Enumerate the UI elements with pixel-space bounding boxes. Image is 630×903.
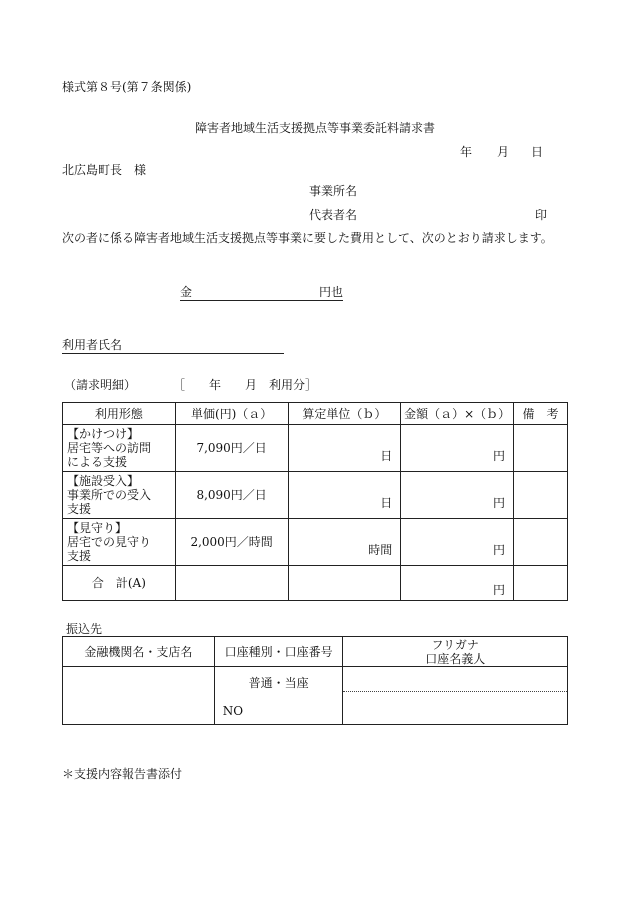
header-holder [343, 637, 568, 667]
header-unit-price: 単価(円)（ａ） [175, 403, 288, 425]
representative-label: 代表者名 [309, 208, 358, 222]
detail-label: （請求明細） [64, 378, 137, 392]
recipient: 北広島町長 様 [62, 163, 147, 177]
usage-type-line: 【施設受入】 [67, 474, 140, 488]
table-row [63, 425, 568, 472]
amount-cell [401, 519, 514, 566]
table-row [63, 472, 568, 519]
form-number: 様式第８号(第７条関係) [62, 80, 192, 94]
yen-text: 円 [493, 543, 506, 557]
user-name-line [62, 338, 284, 354]
usage-type-line: による支援 [67, 455, 128, 469]
total-empty-cell [175, 566, 288, 601]
amount-cell [401, 472, 514, 519]
total-yen-text: 円 [493, 583, 506, 597]
usage-type-cell [63, 472, 176, 519]
user-name-label: 利用者氏名 [62, 338, 123, 352]
calc-unit-cell [288, 472, 401, 519]
request-statement: 次の者に係る障害者地域生活支援拠点等事業に要した費用として、次のとおり請求します。 [62, 231, 553, 245]
header-furigana: フリガナ [431, 637, 479, 652]
usage-type-line: 居宅での見守り [67, 535, 152, 549]
total-empty-cell [288, 566, 401, 601]
account-no-label: NO [222, 704, 244, 718]
remarks-cell [514, 519, 568, 566]
amount-suffix: 円也 [318, 285, 343, 299]
yen-text: 円 [493, 449, 506, 463]
bank-table [62, 636, 568, 725]
usage-type-cell [63, 519, 176, 566]
calc-unit-text: 日 [380, 449, 393, 463]
office-label: 事業所名 [309, 184, 358, 198]
usage-type-line: 【かけつけ】 [67, 427, 140, 441]
remarks-cell [514, 425, 568, 472]
detail-header-row [63, 403, 568, 425]
usage-type-line: 居宅等への訪問 [67, 441, 152, 455]
yen-text: 円 [493, 496, 506, 510]
header-calc-unit: 算定単位（ｂ） [288, 403, 401, 425]
total-amount-cell [401, 566, 514, 601]
usage-type-line: 支援 [67, 502, 92, 516]
amount-line [180, 285, 343, 301]
unit-price-cell: 7,090円／日 [175, 425, 288, 472]
calc-unit-cell [288, 425, 401, 472]
detail-table [62, 402, 568, 601]
remarks-cell [514, 566, 568, 601]
header-holder-name: 口座名義人 [425, 651, 486, 666]
date-month: 月 [497, 145, 510, 159]
account-type-text: 普通・当座 [248, 676, 309, 690]
furigana-divider [343, 691, 567, 692]
amount-cell [401, 425, 514, 472]
remarks-cell [514, 472, 568, 519]
holder-cell [343, 667, 568, 725]
header-usage-type: 利用形態 [63, 403, 176, 425]
total-row [63, 566, 568, 601]
header-remarks: 備 考 [514, 403, 568, 425]
date-day: 日 [531, 145, 544, 159]
bank-data-row [63, 667, 568, 725]
header-account: 口座種別・口座番号 [214, 637, 343, 667]
usage-type-cell [63, 425, 176, 472]
header-amount: 金額（ａ）×（ｂ） [401, 403, 514, 425]
detail-period: ［ 年 月 利用分］ [173, 378, 318, 392]
institution-cell [63, 667, 215, 725]
usage-type-line: 事業所での受入 [67, 488, 152, 502]
usage-type-line: 支援 [67, 549, 92, 563]
calc-unit-cell [288, 519, 401, 566]
header-institution: 金融機関名・支店名 [63, 637, 215, 667]
date-year: 年 [460, 145, 473, 159]
seal-mark: 印 [535, 208, 548, 222]
unit-price-cell: 2,000円／時間 [175, 519, 288, 566]
table-row [63, 519, 568, 566]
calc-unit-text: 時間 [368, 543, 393, 557]
calc-unit-text: 日 [380, 496, 393, 510]
bank-header-row [63, 637, 568, 667]
document-title: 障害者地域生活支援拠点等事業委託料請求書 [194, 121, 435, 135]
account-cell [214, 667, 343, 725]
unit-price-cell: 8,090円／日 [175, 472, 288, 519]
attachment-note: ＊支援内容報告書添付 [62, 767, 183, 781]
amount-prefix: 金 [180, 285, 193, 299]
bank-label: 振込先 [66, 622, 103, 636]
total-label: 合 計(A) [63, 566, 176, 601]
usage-type-line: 【見守り】 [67, 521, 128, 535]
